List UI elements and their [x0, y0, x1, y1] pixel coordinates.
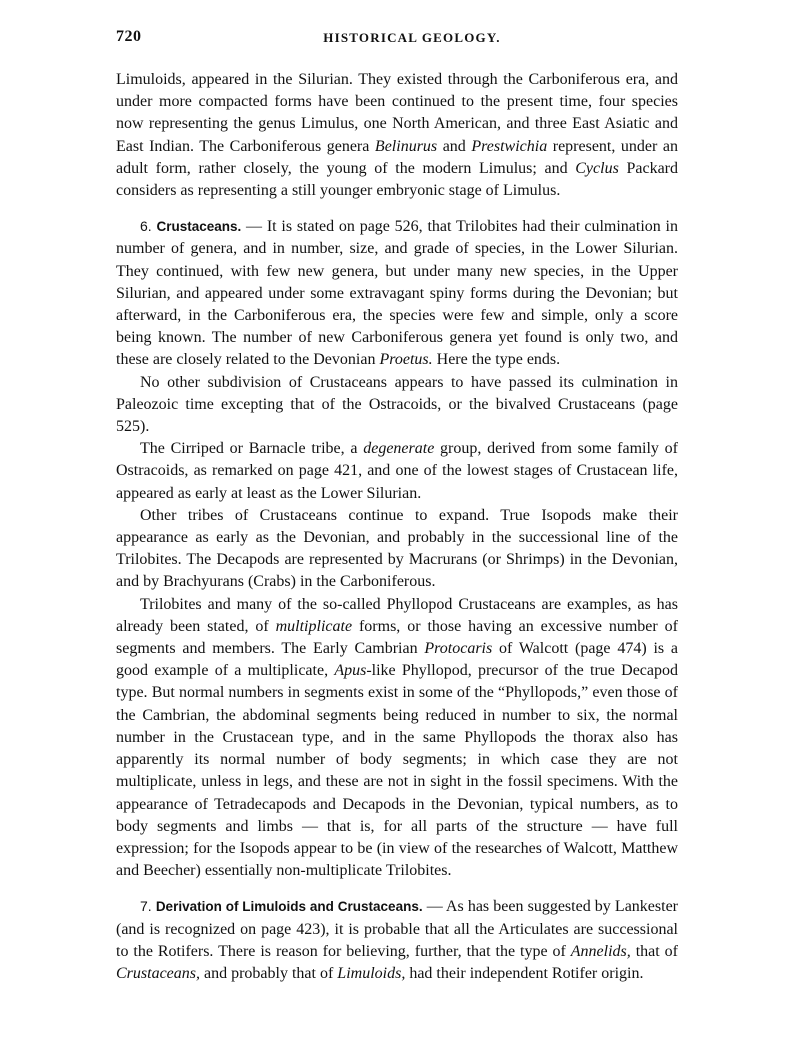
page-header [116, 28, 678, 58]
paragraph-limuloids: Limuloids, appeared in the Silurian. They existed through the Carboniferous era, and under more compacted forms have been continued to the present time, four species now representing the genus Limulus, one North American, and three East Asiatic and East Indian. The Carboniferous genera Belinurus and Prestwichia represent, under an adult form, rather closely, the young of the modern Limulus; and Cyclus Packard considers as representing a still younger embryonic stage of Limulus. [116, 71, 678, 200]
page-number: 720 [116, 28, 142, 45]
paragraph-other-tribes: Other tribes of Crustaceans continue to expand. True Isopods make their appearance as early as the Devonian, and probably in the successional line of the Trilobites. The Decapods are represented by Macrurans (or Shrimps) in the Devonian, and by Brachyurans (Crabs) in the Carboniferous. [116, 506, 678, 591]
paragraph-cirriped: The Cirriped or Barnacle tribe, a degenerate group, derived from some family of Ostracoids, as remarked on page 421, and one of the lowest stages of Crustacean life, appeared as early at least as the Lower Silurian. [116, 440, 678, 502]
paragraph-trilobites-phyllopods: Trilobites and many of the so-called Phyllopod Crustaceans are examples, as has already been stated, of multiplicate forms, or those having an excessive number of segments and members. The Early Cambrian Protocaris of Walcott (page 474) is a good example of a multiplicate, Apus-like Phyllopod, precursor of the true Decapod type. But normal numbers in segments exist in some of the “Phyllopods,” even those of the Cambrian, the abdominal segments being reduced in number to six, the normal number in the Crustacean type, and in the same Phyllopods the thorax also has apparently its normal number of body segments; in which case they are not multiplicate, unless in legs, and these are not in sight in the fossil specimens. With the appearance of Tetradecapods and Decapods in the Devonian, typical numbers, as to body segments and limbs — that is, for all parts of the structure — have full expression; for the Isopods appear to be (in view of the researches of Walcott, Matthew and Beecher) essentially non-multiplicate Trilobites. [116, 595, 679, 880]
section-heading: Derivation of Limuloids and Crustaceans. [155, 899, 423, 915]
section-7-derivation: 7. Derivation of Limuloids and Crustaceans. — As has been suggested by Lankester (and is recognized on page 423), it is probable that all the Articulates are successional to the Rotifers. There is reason for believing, further, that the type of Annelids, that of Crustaceans, and probably that of Limuloids, had their independent Rotifer origin. [116, 898, 678, 982]
section-6-crustaceans: 6. Crustaceans. — It is stated on page 526, that Trilobites had their culmination in number of genera, and in number, size, and grade of species, in the Lower Silurian. They continued, with few new genera, but under many new species, in the Upper Silurian, and appeared under some extravagant spiny forms during the Devonian; but afterward, in the Carboniferous era, the species were few and simple, only a score being known. The number of new Carboniferous genera yet found is only two, and these are closely related to the Devonian Proetus. Here the type ends. [116, 218, 678, 369]
page-body [116, 69, 678, 985]
book-page [116, 28, 678, 985]
section-heading: Crustaceans. [156, 219, 242, 235]
section-number: 7. [140, 898, 152, 915]
paragraph-other-subdivision: No other subdivision of Crustaceans appears to have passed its culmination in Paleozoic time excepting that of the Ostracoids, or the bivalved Crustaceans (page 525). [116, 373, 678, 436]
running-head: HISTORICAL GEOLOGY. [323, 30, 501, 45]
section-number: 6. [140, 218, 152, 235]
